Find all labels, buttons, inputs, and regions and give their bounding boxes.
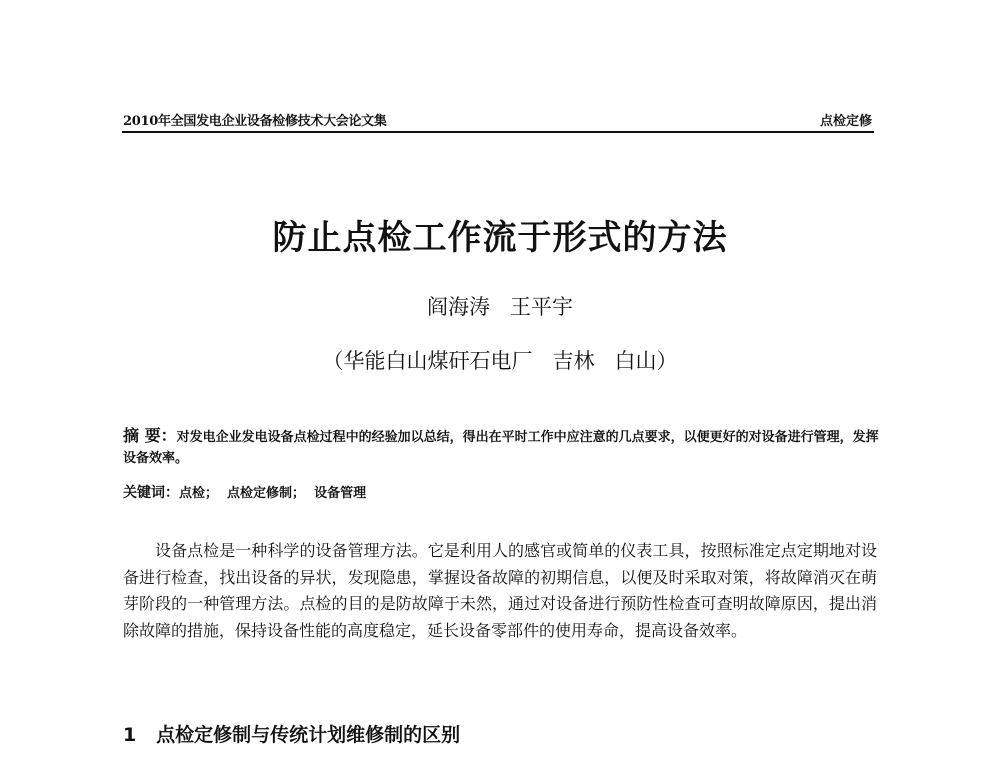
running-header-left: 2010年全国发电企业设备检修技术大会论文集 bbox=[123, 114, 387, 129]
paper-authors: 阎海涛 王平宇 bbox=[426, 295, 574, 319]
keywords-label: 关键词： bbox=[123, 485, 179, 501]
section-number: 1 bbox=[123, 724, 137, 746]
header-divider bbox=[122, 131, 874, 133]
paper-affiliation: （华能白山煤矸石电厂 吉林 白山） bbox=[322, 349, 678, 373]
section-heading bbox=[123, 720, 460, 747]
section-title: 点检定修制与传统计划维修制的区别 bbox=[156, 724, 461, 746]
abstract bbox=[123, 425, 883, 469]
abstract-text: 对发电企业发电设备点检过程中的经验加以总结，得出在平时工作中应注意的几点要求，以便更好的对设备进行管理，发挥设备效率。 bbox=[123, 430, 879, 466]
running-header-right: 点检定修 bbox=[819, 114, 872, 129]
abstract-label: 摘 要： bbox=[123, 426, 177, 445]
paper-title: 防止点检工作流于形式的方法 bbox=[272, 218, 728, 258]
keywords-text: 点检； 点检定修制； 设备管理 bbox=[179, 486, 367, 501]
body-paragraph bbox=[123, 538, 877, 644]
body-paragraph-text: 设备点检是一种科学的设备管理方法。它是利用人的感官或简单的仪表工具，按照标准定点定期地对设备进行检查，找出设备的异状，发现隐患，掌握设备故障的初期信息，以便及时采取对策，将故障消灭在萌芽阶段的一种管理方法。点检的目的是防故障于未然，通过对设备进行预防性检查可查明故障原因，提出消除故障的措施，保持设备性能的高度稳定，延长设备零部件的使用寿命，提高设备效率。 bbox=[123, 541, 877, 640]
keywords bbox=[123, 483, 883, 504]
